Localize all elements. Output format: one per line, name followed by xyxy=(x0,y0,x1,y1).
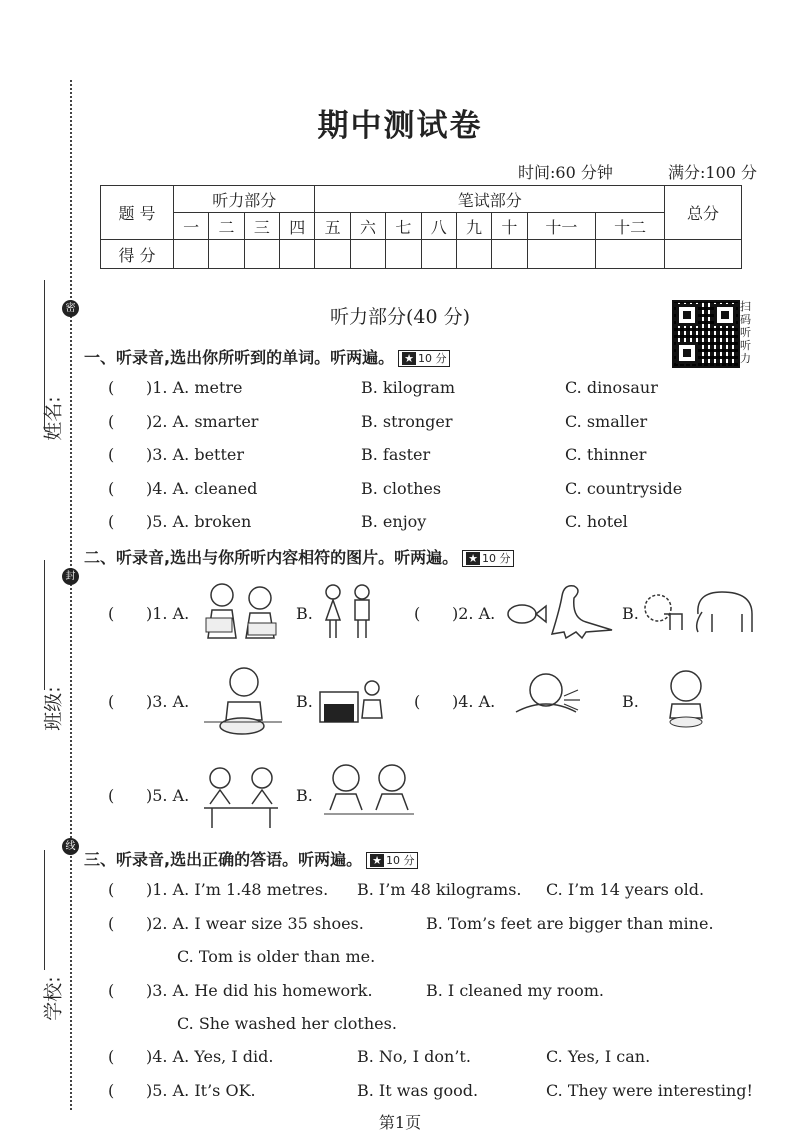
seal-char-mi: 密 xyxy=(62,300,79,317)
p3-q1-a: )1. A. I’m 1.48 metres. xyxy=(146,880,329,899)
col-header: 一 xyxy=(174,213,209,240)
binding-dotted-line xyxy=(70,80,72,1110)
score-badge xyxy=(462,550,514,567)
answer-paren[interactable]: ( xyxy=(414,604,421,623)
col-header: 七 xyxy=(386,213,421,240)
col-header: 十 xyxy=(492,213,527,240)
star-icon: ★ xyxy=(404,352,414,365)
margin-line-bottom xyxy=(44,850,45,970)
lion-and-elephant-picture xyxy=(642,584,760,636)
part1-heading-text: 一、听录音,选出你所听到的单词。听两遍。 xyxy=(84,348,395,367)
score-table xyxy=(100,185,742,269)
part3-heading xyxy=(84,847,418,870)
name-label: 姓名: xyxy=(42,396,65,441)
col-header: 十一 xyxy=(527,213,596,240)
p1-q1-b: B. kilogram xyxy=(361,378,456,397)
school-label: 学校: xyxy=(42,976,65,1021)
p3-q3-b: B. I cleaned my room. xyxy=(426,981,604,1000)
score-cell[interactable] xyxy=(209,240,244,269)
page-number: 第1页 xyxy=(378,1113,422,1132)
p2-q3-a-label: )3. A. xyxy=(146,692,190,711)
col-header: 二 xyxy=(209,213,244,240)
page-title: 期中测试卷 xyxy=(317,108,483,144)
score-cell[interactable] xyxy=(456,240,491,269)
p2-q5-a-label: )5. A. xyxy=(146,786,190,805)
answer-paren[interactable]: ( xyxy=(108,512,115,531)
score-cell[interactable] xyxy=(244,240,279,269)
answer-paren[interactable]: ( xyxy=(108,981,115,1000)
p2-q4-a-label: )4. A. xyxy=(452,692,496,711)
full-score-info: 满分:100 分 xyxy=(668,163,758,182)
star-icon: ★ xyxy=(372,854,382,867)
qr-caption: 扫码听听力 xyxy=(740,300,751,365)
p1-q3-a: )3. A. better xyxy=(146,445,245,464)
p1-q4-b: B. clothes xyxy=(361,479,442,498)
badge-text: 10 分 xyxy=(481,552,511,565)
p2-q4-b-label: B. xyxy=(622,692,639,711)
score-cell[interactable] xyxy=(421,240,456,269)
p1-q2-b: B. stronger xyxy=(361,412,453,431)
answer-paren[interactable]: ( xyxy=(108,1081,115,1100)
child-watching-tv-picture xyxy=(316,670,388,736)
star-icon: ★ xyxy=(468,552,478,565)
col-header: 四 xyxy=(280,213,315,240)
p1-q1-c: C. dinosaur xyxy=(565,378,658,397)
listening-section-header: 听力部分(40 分) xyxy=(329,306,471,328)
two-girls-at-table-picture xyxy=(200,764,282,830)
answer-paren[interactable]: ( xyxy=(108,880,115,899)
fish-and-dinosaur-picture xyxy=(502,578,614,640)
part2-heading xyxy=(84,545,514,568)
p1-q2-a: )2. A. smarter xyxy=(146,412,259,431)
p2-q2-b-label: B. xyxy=(622,604,639,623)
p1-q1-a: )1. A. metre xyxy=(146,378,243,397)
p1-q2-c: C. smaller xyxy=(565,412,648,431)
time-info: 时间:60 分钟 xyxy=(518,163,613,182)
p2-q1-b-label: B. xyxy=(296,604,313,623)
col-header: 六 xyxy=(350,213,385,240)
answer-paren[interactable]: ( xyxy=(108,445,115,464)
boy-washing-clothes-picture xyxy=(202,662,284,738)
score-cell[interactable] xyxy=(174,240,209,269)
part2-heading-text: 二、听录音,选出与你所听内容相符的图片。听两遍。 xyxy=(84,548,459,567)
answer-paren[interactable]: ( xyxy=(108,378,115,397)
p1-q5-c: C. hotel xyxy=(565,512,628,531)
total-score-cell[interactable] xyxy=(665,240,742,269)
score-badge xyxy=(366,852,418,869)
listening-group-header: 听力部分 xyxy=(174,186,315,213)
badge-text: 10 分 xyxy=(417,352,447,365)
answer-paren[interactable]: ( xyxy=(108,412,115,431)
row-label-question: 题 号 xyxy=(101,186,174,240)
p1-q4-c: C. countryside xyxy=(565,479,683,498)
row-label-score: 得 分 xyxy=(101,240,174,269)
seal-char-xian: 线 xyxy=(62,838,79,855)
p2-q3-b-label: B. xyxy=(296,692,313,711)
answer-paren[interactable]: ( xyxy=(108,604,115,623)
p2-q5-b-label: B. xyxy=(296,786,313,805)
girl-eating-picture xyxy=(654,664,716,734)
p3-q4-b: B. No, I don’t. xyxy=(357,1047,471,1066)
score-badge xyxy=(398,350,450,367)
p1-q4-a: )4. A. cleaned xyxy=(146,479,258,498)
answer-paren[interactable]: ( xyxy=(108,914,115,933)
p3-q4-c: C. Yes, I can. xyxy=(546,1047,651,1066)
answer-paren[interactable]: ( xyxy=(108,692,115,711)
score-cell[interactable] xyxy=(280,240,315,269)
answer-paren[interactable]: ( xyxy=(108,479,115,498)
two-children-reading-picture xyxy=(200,578,285,640)
score-cell[interactable] xyxy=(315,240,350,269)
answer-paren[interactable]: ( xyxy=(414,692,421,711)
p3-q2-b: B. Tom’s feet are bigger than mine. xyxy=(426,914,714,933)
answer-paren[interactable]: ( xyxy=(108,1047,115,1066)
margin-line-middle xyxy=(44,560,45,690)
p1-q3-b: B. faster xyxy=(361,445,431,464)
two-elderly-men-picture xyxy=(322,760,416,822)
class-label: 班级: xyxy=(42,686,65,731)
score-cell[interactable] xyxy=(350,240,385,269)
two-children-standing-picture xyxy=(318,580,378,642)
col-header: 三 xyxy=(244,213,279,240)
badge-text: 10 分 xyxy=(385,854,415,867)
p1-q5-b: B. enjoy xyxy=(361,512,427,531)
score-cell[interactable] xyxy=(596,240,665,269)
col-header: 五 xyxy=(315,213,350,240)
part1-heading xyxy=(84,345,450,368)
person-sneezing-picture xyxy=(506,666,584,730)
p3-q4-a: )4. A. Yes, I did. xyxy=(146,1047,274,1066)
part3-heading-text: 三、听录音,选出正确的答语。听两遍。 xyxy=(84,850,363,869)
p3-q3-c: C. She washed her clothes. xyxy=(177,1014,397,1033)
p3-q2-a: )2. A. I wear size 35 shoes. xyxy=(146,914,364,933)
p3-q5-c: C. They were interesting! xyxy=(546,1081,753,1100)
p3-q1-b: B. I’m 48 kilograms. xyxy=(357,880,522,899)
p3-q5-a: )5. A. It’s OK. xyxy=(146,1081,256,1100)
col-header: 九 xyxy=(456,213,491,240)
p2-q1-a-label: )1. A. xyxy=(146,604,190,623)
written-group-header: 笔试部分 xyxy=(315,186,665,213)
score-cell[interactable] xyxy=(492,240,527,269)
score-cell[interactable] xyxy=(386,240,421,269)
p2-q2-a-label: )2. A. xyxy=(452,604,496,623)
seal-char-feng: 封 xyxy=(62,568,79,585)
p3-q5-b: B. It was good. xyxy=(357,1081,479,1100)
qr-code-icon[interactable] xyxy=(672,300,740,368)
answer-paren[interactable]: ( xyxy=(108,786,115,805)
col-header: 八 xyxy=(421,213,456,240)
p1-q3-c: C. thinner xyxy=(565,445,647,464)
p3-q1-c: C. I’m 14 years old. xyxy=(546,880,705,899)
p1-q5-a: )5. A. broken xyxy=(146,512,252,531)
total-header: 总分 xyxy=(665,186,742,240)
p3-q2-c: C. Tom is older than me. xyxy=(177,947,376,966)
p3-q3-a: )3. A. He did his homework. xyxy=(146,981,373,1000)
col-header: 十二 xyxy=(596,213,665,240)
score-cell[interactable] xyxy=(527,240,596,269)
